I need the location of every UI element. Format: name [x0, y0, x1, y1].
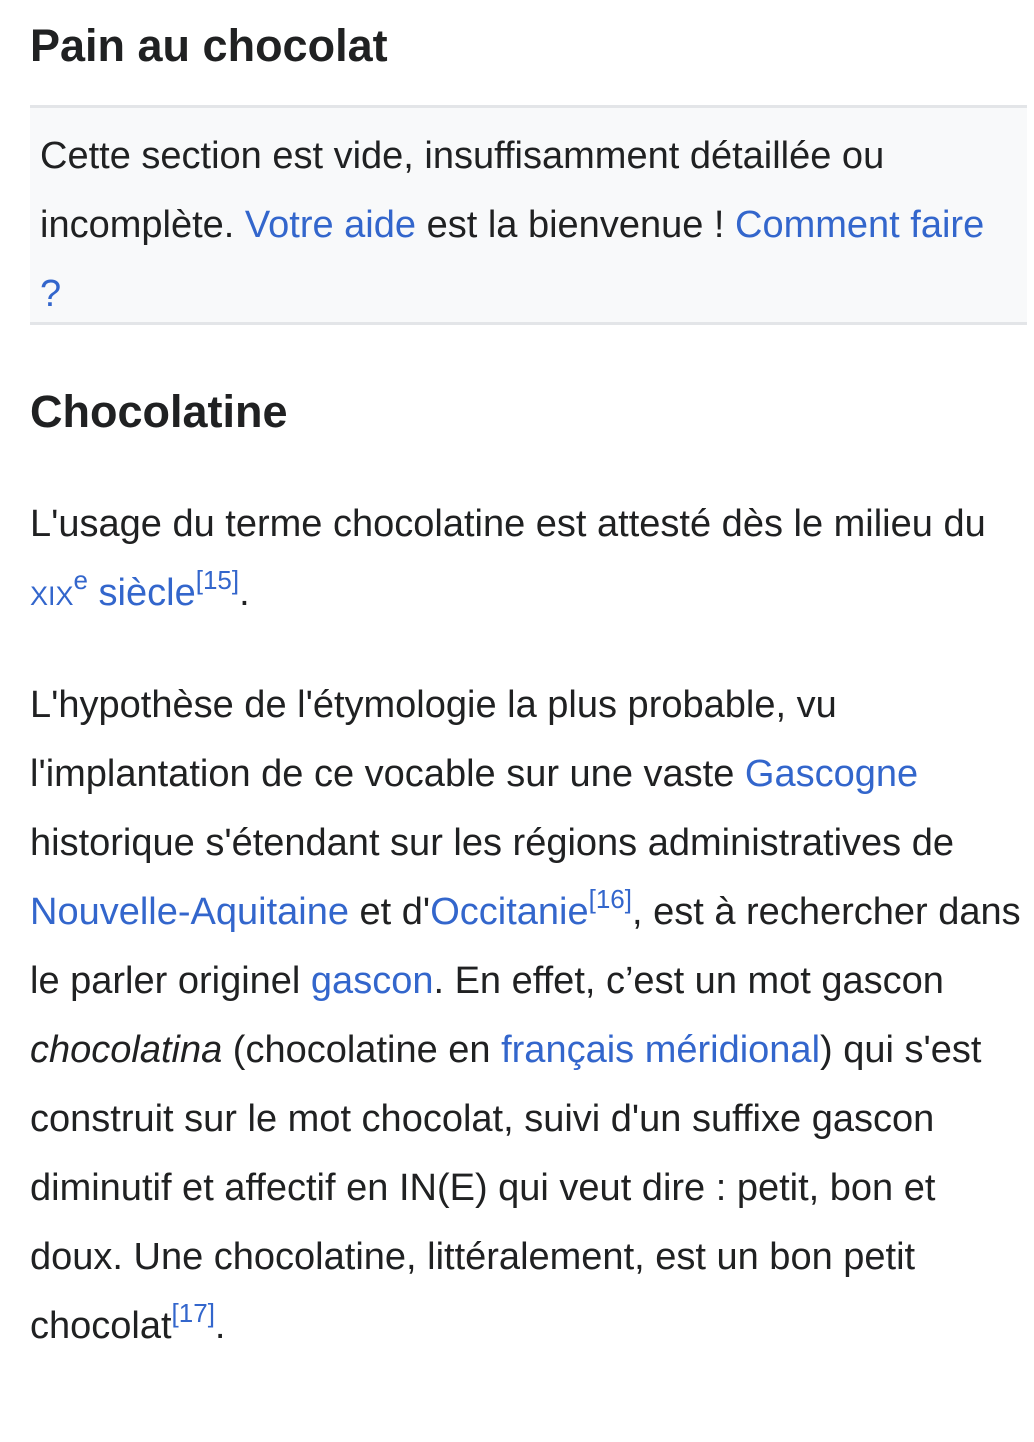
francais-meridional-link[interactable]: français méridional [501, 1029, 821, 1071]
gascon-link[interactable]: gascon [310, 960, 434, 1002]
stub-notice-text: Cette section est vide, insuffisamment détaillée ou incomplète. Votre aide est la bienvenue ! Comment faire ? [40, 135, 985, 315]
nouvelle-aquitaine-link[interactable]: Nouvelle-Aquitaine [30, 891, 349, 933]
reference-17-link[interactable]: [17] [171, 1298, 215, 1329]
section-heading-pain-au-chocolat: Pain au chocolat [30, 20, 388, 71]
stub-notice-box [30, 105, 1027, 325]
reference-16-link[interactable]: [16] [588, 884, 632, 915]
paragraph-etymologie: L'hypothèse de l'étymologie la plus probable, vu l'implantation de ce vocable sur une vaste Gascogne historique s'étendant sur les régions administratives de Nouvelle-Aquitaine et d'Occitanie[16], est à rechercher dans le parler originel gascon. En effet, c’est un mot gascon chocolatina (chocolatine en français méridional) qui s'est construit sur le mot chocolat, suivi d'un suffixe gascon diminutif et affectif en IN(E) qui veut dire : petit, bon et doux. Une chocolatine, littéralement, est un bon petit chocolat[17]. [30, 684, 1021, 1347]
gascogne-link[interactable]: Gascogne [744, 753, 919, 795]
votre-aide-link[interactable]: Votre aide [244, 204, 417, 246]
comment-faire-link[interactable]: Comment faire ? [40, 204, 985, 315]
occitanie-link[interactable]: Occitanie [430, 891, 589, 933]
reference-15-link[interactable]: [15] [195, 565, 240, 596]
paragraph-usage: L'usage du terme chocolatine est attesté dès le milieu du xix$^e$ siècle[15]. [30, 503, 986, 614]
xixe-siecle-link[interactable]: xix$^e$ siècle [30, 565, 196, 614]
chocolatina-italic: chocolatina [30, 1029, 223, 1071]
section-heading-chocolatine: Chocolatine [30, 386, 288, 437]
